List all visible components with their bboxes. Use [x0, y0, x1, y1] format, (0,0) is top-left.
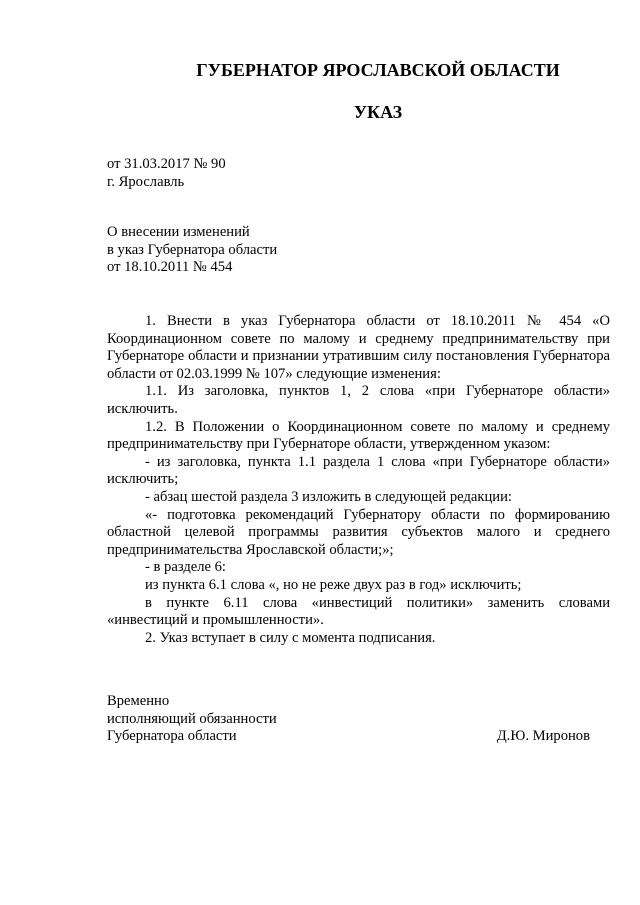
document-date-number: от 31.03.2017 № 90	[107, 156, 226, 172]
subject-line-2: в указ Губернатора области	[107, 241, 278, 258]
document-body	[107, 313, 610, 647]
signatory-name: Д.Ю. Миронов	[496, 728, 590, 745]
body-paragraph-1: 1. Внести в указ Губернатора области от 18.10.2011 № 454 «О Координационном совете по малому и среднему предпринимательству при Губернаторе области и признании утратившим силу постановления Губернатора области от 02.03.1999 № 107» следующие изменения:	[107, 313, 610, 382]
body-item-section-3: - абзац шестой раздела 3 изложить в следующей редакции:	[145, 488, 512, 505]
body-item-6-1: из пункта 6.1 слова «, но не реже двух раз в год» исключить;	[145, 576, 522, 593]
document-city: г. Ярославль	[107, 173, 185, 190]
document-subject-block	[107, 224, 277, 277]
body-item-heading-exclusion: - из заголовка, пункта 1.1 раздела 1 слова «при Губернаторе области» исключить;	[107, 453, 610, 488]
body-item-6-11: в пункте 6.11 слова «инвестиций политики» заменить словами «инвестиций и промышленности».	[107, 594, 610, 629]
issuing-authority-heading: ГУБЕРНАТОР ЯРОСЛАВСКОЙ ОБЛАСТИ	[196, 60, 560, 80]
subject-line-1: О внесении изменений	[107, 224, 250, 240]
signature-row	[107, 728, 590, 746]
document-type-heading: УКАЗ	[353, 102, 403, 122]
body-paragraph-1-2: 1.2. В Положении о Координационном совете по малому и среднему предпринимательству при Губернаторе области, утвержденном указом:	[107, 418, 610, 453]
body-quoted-text: «- подготовка рекомендаций Губернатору области по формированию областной целевой программы развития субъектов малого и среднего предпринимательства Ярославской области;»;	[107, 506, 610, 558]
body-paragraph-1-1: 1.1. Из заголовка, пунктов 1, 2 слова «при Губернаторе области» исключить.	[107, 383, 610, 417]
signature-line-2: исполняющий обязанности	[107, 710, 277, 727]
document-date-number-block	[107, 156, 226, 191]
body-paragraph-2: 2. Указ вступает в силу с момента подписания.	[145, 629, 436, 646]
subject-line-3: от 18.10.2011 № 454	[107, 259, 233, 276]
signature-line-1: Временно	[107, 693, 170, 709]
signature-position: Губернатора области	[107, 728, 237, 745]
body-item-section-6: - в разделе 6:	[145, 559, 226, 576]
signature-block	[107, 693, 590, 746]
